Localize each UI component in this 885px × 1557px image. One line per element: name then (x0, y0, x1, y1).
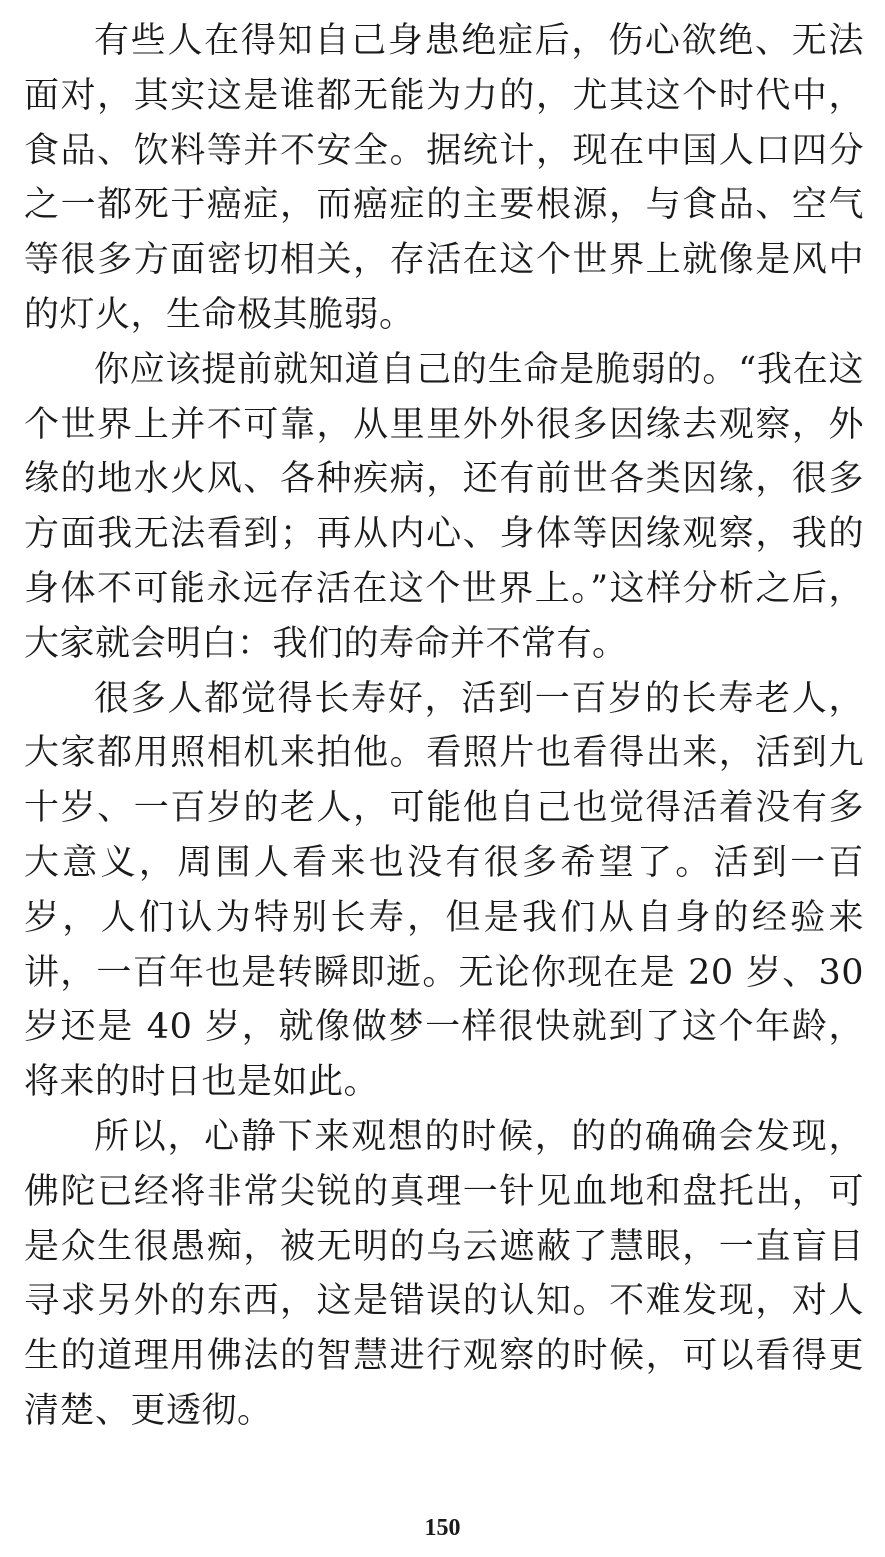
body-text (24, 14, 864, 1439)
paragraph-3: 很多人都觉得长寿好，活到一百岁的长寿老人，大家都用照相机来拍他。看照片也看得出来，活到九十岁、一百岁的老人，可能他自己也觉得活着没有多大意义，周围人看来也没有很多希望了。活到一百岁，人们认为特别长寿，但是我们从自身的经验来讲，一百年也是转瞬即逝。无论你现在是 20 岁、30 岁还是 40 岁，就像做梦一样很快就到了这个年龄，将来的时日也是如此。 (24, 678, 864, 1103)
paragraph-2: 你应该提前就知道自己的生命是脆弱的。“我在这个世界上并不可靠，从里里外外很多因缘去观察，外缘的地水火风、各种疾病，还有前世各类因缘，很多方面我无法看到；再从内心、身体等因缘观察，我的身体不可能永远存活在这个世界上。”这样分析之后，大家就会明白：我们的寿命并不常有。 (24, 349, 864, 664)
page-number: 150 (424, 1515, 461, 1541)
paragraph-1: 有些人在得知自己身患绝症后，伤心欲绝、无法面对，其实这是谁都无能为力的，尤其这个时代中，食品、饮料等并不安全。据统计，现在中国人口四分之一都死于癌症，而癌症的主要根源，与食品、空气等很多方面密切相关，存活在这个世界上就像是风中的灯火，生命极其脆弱。 (24, 21, 864, 335)
paragraph-4: 所以，心静下来观想的时候，的的确确会发现，佛陀已经将非常尖锐的真理一针见血地和盘托出，可是众生很愚痴，被无明的乌云遮蔽了慧眼，一直盲目寻求另外的东西，这是错误的认知。不难发现，对人生的道理用佛法的智慧进行观察的时候，可以看得更清楚、更透彻。 (24, 1116, 864, 1431)
